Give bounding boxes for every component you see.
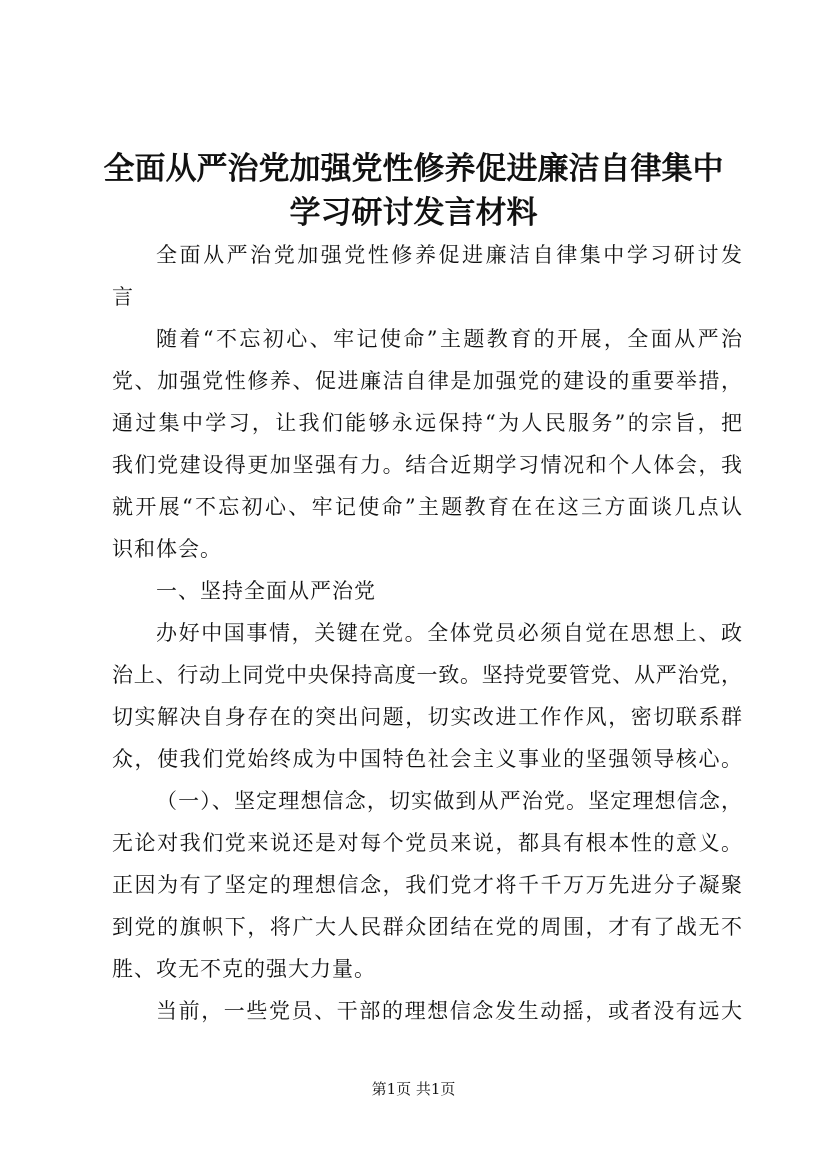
body-line: 正因为有了坚定的理想信念，我们党才将千千万万先进分子凝聚 — [112, 873, 742, 897]
body-line: 全面从严治党加强党性修养促进廉洁自律集中学习研讨发 — [156, 243, 742, 267]
body-line: 就开展“不忘初心、牢记使命”主题教育在在这三方面谈几点认 — [112, 495, 742, 519]
body-line: 切实解决自身存在的突出问题，切实改进工作作风，密切联系群 — [112, 705, 742, 729]
body-line: 随着“不忘初心、牢记使命”主题教育的开展，全面从严治 — [156, 327, 742, 351]
body-line: 当前，一些党员、干部的理想信念发生动摇，或者没有远大 — [156, 999, 742, 1023]
body-line: 党、加强党性修养、促进廉洁自律是加强党的建设的重要举措， — [112, 369, 742, 393]
document-title-line-2: 学习研讨发言材料 — [289, 195, 538, 231]
body-line: 胜、攻无不克的强大力量。 — [112, 957, 376, 981]
body-line: 到党的旗帜下，将广大人民群众团结在党的周围，才有了战无不 — [112, 915, 742, 939]
body-line: （一）、坚定理想信念，切实做到从严治党。坚定理想信念， — [156, 789, 742, 813]
body-line: 我们党建设得更加坚强有力。结合近期学习情况和个人体会，我 — [112, 453, 742, 477]
body-line: 识和体会。 — [112, 537, 222, 561]
body-line: 无论对我们党来说还是对每个党员来说，都具有根本性的意义。 — [112, 831, 742, 855]
body-line: 通过集中学习，让我们能够永远保持“为人民服务”的宗旨，把 — [112, 411, 742, 435]
page-footer: 第1页 共1页 — [371, 1080, 456, 1098]
section-heading: 一、坚持全面从严治党 — [156, 579, 376, 603]
document-title-line-1: 全面从严治党加强党性修养促进廉洁自律集中 — [103, 151, 724, 187]
body-line: 办好中国事情，关键在党。全体党员必须自觉在思想上、政 — [156, 621, 742, 645]
body-line: 众，使我们党始终成为中国特色社会主义事业的坚强领导核心。 — [112, 747, 742, 771]
body-line: 言 — [112, 285, 134, 309]
body-line: 治上、行动上同党中央保持高度一致。坚持党要管党、从严治党， — [112, 663, 742, 687]
